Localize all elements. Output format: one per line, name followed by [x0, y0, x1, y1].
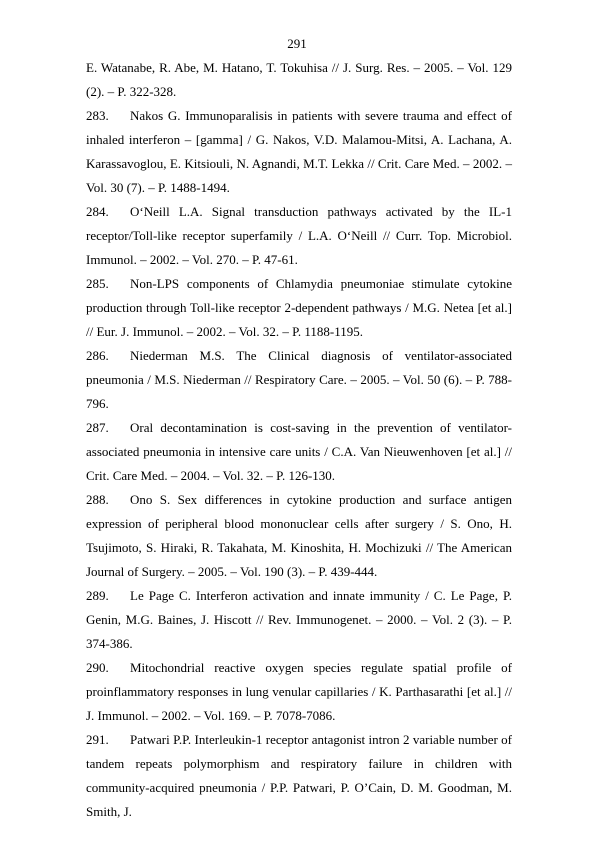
page-number: 291 — [287, 36, 307, 51]
reference-number: 289. — [86, 588, 109, 603]
reference-text: Le Page C. Interferon activation and innate immunity / C. Le Page, P. Genin, M.G. Baines, J. Hiscott // Rev. Immunogenet. – 2000. – Vol. 2 (3). – P. 374-386. — [86, 588, 512, 651]
reference-number: 284. — [86, 204, 109, 219]
reference-text: Oral decontamination is cost-saving in the prevention of ventilator-associated pneumonia in intensive care units / C.A. Van Nieuwenhoven [et al.] // Crit. Care Med. – 2004. – Vol. 32. – P. 126-130. — [86, 420, 512, 483]
reference-text: Ono S. Sex differences in cytokine production and surface antigen expression of peripheral blood mononuclear cells after surgery / S. Ono, H. Tsujimoto, S. Hiraki, R. Takahata, M. Kinoshita, H. Mochizuki // The American Journal of Surgery. – 2005. – Vol. 190 (3). – P. 439-444. — [86, 492, 512, 579]
reference-entry — [86, 272, 512, 344]
reference-text: Patwari P.P. Interleukin-1 receptor antagonist intron 2 variable number of tandem repeats polymorphism and respiratory failure in children with community-acquired pneumonia / P.P. Patwari, P. O’Cain, D. M. Goodman, M. Smith, J. — [86, 732, 512, 819]
reference-number: 291. — [86, 732, 109, 747]
reference-entry — [86, 584, 512, 656]
reference-text: Non-LPS components of Chlamydia pneumoniae stimulate cytokine production through Toll-like receptor 2-dependent pathways / M.G. Netea [et al.] // Eur. J. Immunol. – 2002. – Vol. 32. – P. 1188-1195. — [86, 276, 512, 339]
reference-text: Niederman M.S. The Clinical diagnosis of ventilator-associated pneumonia / M.S. Niederman // Respiratory Care. – 2005. – Vol. 50 (6). – P. 788-796. — [86, 348, 512, 411]
reference-entry — [86, 728, 512, 824]
reference-number: 287. — [86, 420, 109, 435]
reference-entry — [86, 104, 512, 200]
reference-text: E. Watanabe, R. Abe, M. Hatano, T. Tokuhisa // J. Surg. Res. – 2005. – Vol. 129 (2). – P. 322-328. — [86, 60, 512, 99]
reference-number: 286. — [86, 348, 109, 363]
reference-number: 290. — [86, 660, 109, 675]
reference-text: O‘Neill L.A. Signal transduction pathways activated by the IL-1 receptor/Toll-like receptor superfamily / L.A. O‘Neill // Curr. Top. Microbiol. Immunol. – 2002. – Vol. 270. – P. 47-61. — [86, 204, 512, 267]
reference-entry — [86, 200, 512, 272]
reference-entry — [86, 344, 512, 416]
reference-number: 285. — [86, 276, 109, 291]
reference-entry — [86, 56, 512, 104]
reference-list — [86, 56, 512, 824]
reference-text: Nakos G. Immunoparalisis in patients with severe trauma and effect of inhaled interferon – [gamma] / G. Nakos, V.D. Malamou-Mitsi, A. Lachana, A. Karassavoglou, E. Kitsiouli, N. Agnandi, M.T. Lekka // Crit. Care Med. – 2002. – Vol. 30 (7). – P. 1488-1494. — [86, 108, 512, 195]
reference-number: 283. — [86, 108, 109, 123]
reference-number: 288. — [86, 492, 109, 507]
reference-entry — [86, 488, 512, 584]
reference-entry — [86, 656, 512, 728]
reference-entry — [86, 416, 512, 488]
reference-text: Mitochondrial reactive oxygen species regulate spatial profile of proinflammatory responses in lung venular capillaries / K. Parthasarathi [et al.] // J. Immunol. – 2002. – Vol. 169. – P. 7078-7086. — [86, 660, 512, 723]
